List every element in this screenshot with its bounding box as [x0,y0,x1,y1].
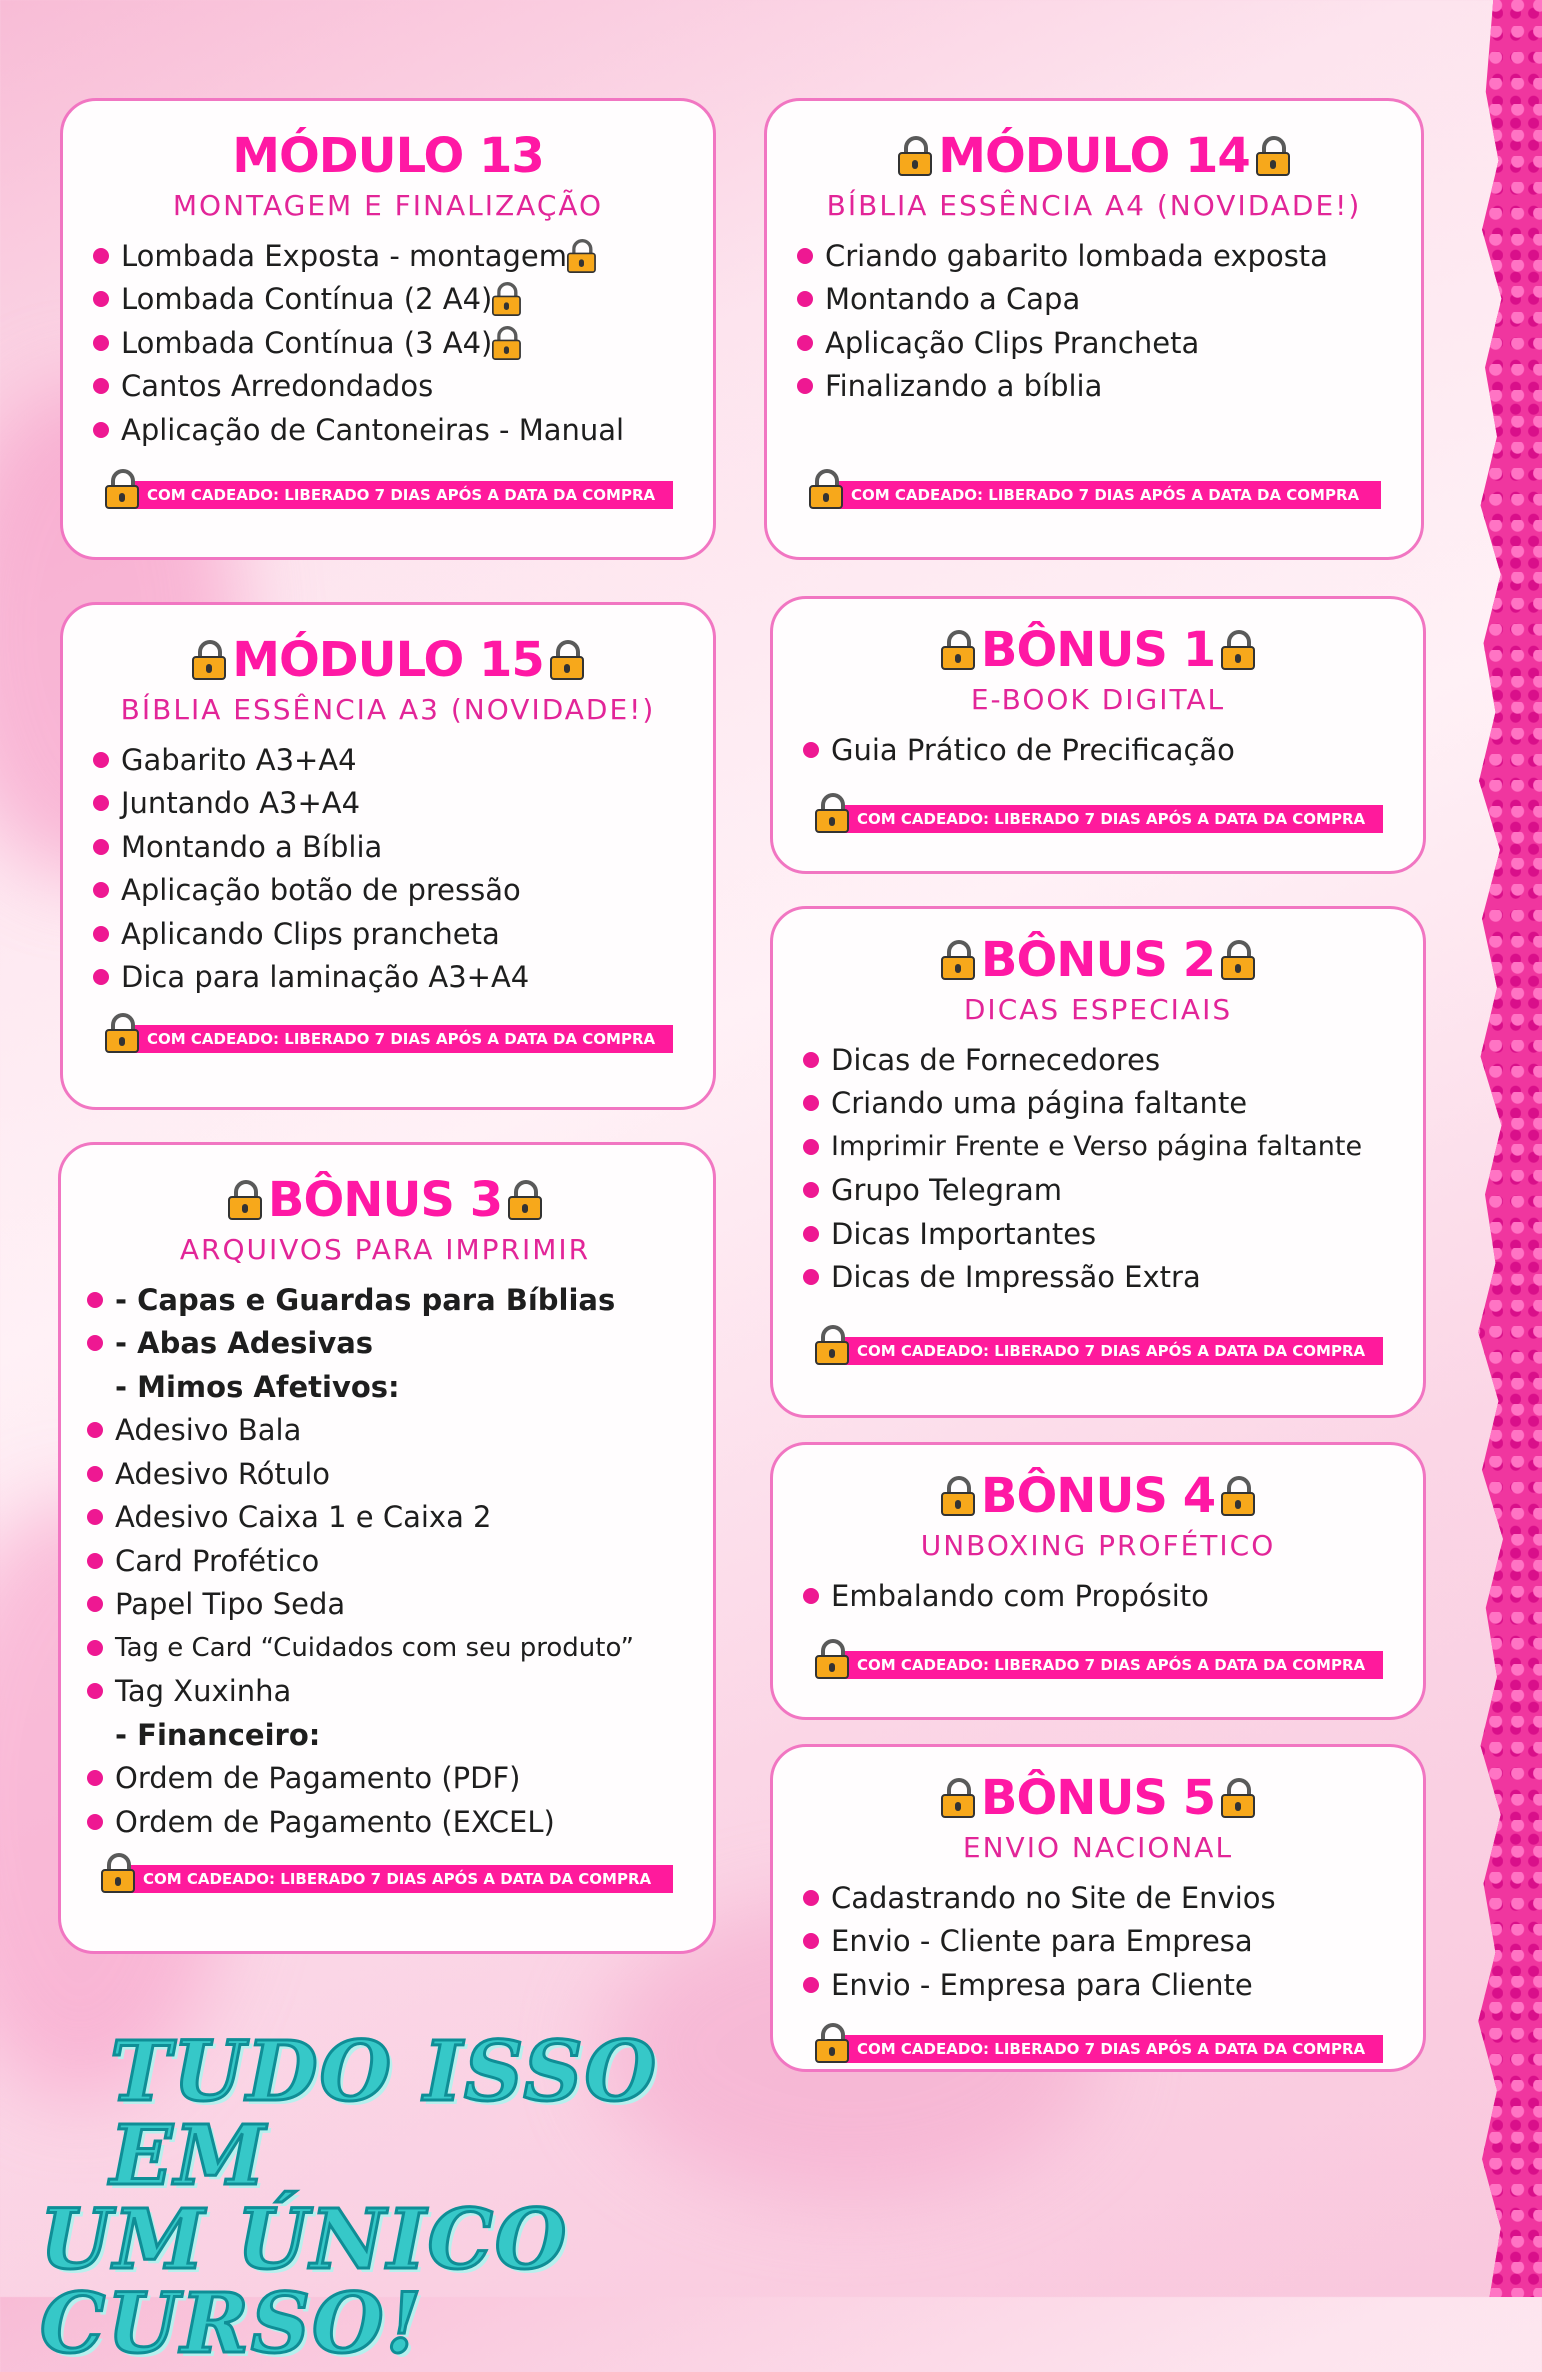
card-subtitle: DICAS ESPECIAIS [963,993,1233,1026]
card-title: MÓDULO 15 [232,632,544,688]
lock-banner: COM CADEADO: LIBERADO 7 DIAS APÓS A DATA DA COMPRA [839,481,1381,509]
list-item: Aplicação Clips Prancheta [797,321,1391,365]
card-bonus-3 [58,1142,716,1954]
bullet-icon [87,1509,103,1525]
list-item: Ordem de Pagamento (PDF) [87,1757,683,1801]
card-title: BÔNUS 3 [267,1172,503,1228]
list-item: Dicas de Fornecedores [803,1038,1393,1082]
bullet-icon [803,1139,819,1155]
list-item: Finalizando a bíblia [797,365,1391,409]
list-item: Adesivo Bala [87,1409,683,1453]
item-list [803,728,1393,772]
lock-icon [1221,630,1255,670]
list-item: Gabarito A3+A4 [93,738,683,782]
lock-notice [101,1853,673,1893]
card-subtitle: UNBOXING PROFÉTICO [920,1529,1276,1562]
lock-banner: COM CADEADO: LIBERADO 7 DIAS APÓS A DATA DA COMPRA [135,481,673,509]
lock-banner: COM CADEADO: LIBERADO 7 DIAS APÓS A DATA DA COMPRA [135,1025,673,1053]
bullet-icon [93,248,109,264]
item-list [803,1574,1393,1618]
bullet-icon [93,926,109,942]
card-bonus-2 [770,906,1426,1418]
bullet-icon [797,335,813,351]
list-item: Aplicação de Cantoneiras - Manual [93,408,683,452]
bullet-icon [803,1933,819,1949]
lock-icon [192,640,226,680]
lock-icon [898,136,932,176]
list-item: Aplicando Clips prancheta [93,912,683,956]
card-subtitle: BÍBLIA ESSÊNCIA A3 (NOVIDADE!) [120,693,656,726]
bullet-icon [93,422,109,438]
bullet-icon [803,1182,819,1198]
lock-notice [815,793,1383,833]
bullet-icon [797,378,813,394]
lock-icon [1221,1476,1255,1516]
lock-icon [1221,1778,1255,1818]
card-subtitle: BÍBLIA ESSÊNCIA A4 (NOVIDADE!) [826,189,1362,222]
card-title: BÔNUS 2 [980,932,1216,988]
item-list [93,738,683,999]
lock-notice [809,469,1381,509]
bullet-icon [87,1814,103,1830]
lock-banner: COM CADEADO: LIBERADO 7 DIAS APÓS A DATA DA COMPRA [845,805,1383,833]
bullet-icon [93,335,109,351]
bullet-icon [93,882,109,898]
lock-icon [567,239,596,273]
list-item: Envio - Cliente para Empresa [803,1920,1393,1964]
lock-notice [815,1325,1383,1365]
lock-icon [815,793,849,833]
bullet-icon [803,1226,819,1242]
lock-banner: COM CADEADO: LIBERADO 7 DIAS APÓS A DATA DA COMPRA [845,1651,1383,1679]
bullet-icon [803,1588,819,1604]
headline [40,2024,840,2372]
list-item: Dicas de Impressão Extra [803,1256,1393,1300]
list-item: Lombada Exposta - montagem [93,234,683,278]
lock-icon [815,1639,849,1679]
list-item: Grupo Telegram [803,1169,1393,1213]
card-modulo-14 [764,98,1424,560]
list-item: Adesivo Caixa 1 e Caixa 2 [87,1496,683,1540]
list-item: Papel Tipo Seda [87,1583,683,1627]
list-item: Montando a Bíblia [93,825,683,869]
lock-banner: COM CADEADO: LIBERADO 7 DIAS APÓS A DATA DA COMPRA [845,1337,1383,1365]
item-list [803,1038,1393,1299]
lock-icon [815,1325,849,1365]
card-subtitle: ARQUIVOS PARA IMPRIMIR [179,1233,591,1266]
bullet-icon [87,1466,103,1482]
card-subtitle: ENVIO NACIONAL [962,1831,1234,1864]
lock-icon [492,326,521,360]
list-item: Adesivo Rótulo [87,1452,683,1496]
bullet-icon [803,1052,819,1068]
bullet-icon [93,752,109,768]
bullet-icon [797,248,813,264]
bullet-icon [93,378,109,394]
list-item: - Financeiro: [115,1717,321,1752]
bullet-icon [93,839,109,855]
bullet-icon [87,1640,103,1656]
bullet-icon [93,291,109,307]
lock-icon [941,1476,975,1516]
card-title: BÔNUS 1 [980,622,1216,678]
bullet-icon [87,1770,103,1786]
lock-icon [508,1180,542,1220]
bullet-icon [87,1422,103,1438]
bullet-icon [87,1596,103,1612]
list-item: - Abas Adesivas [87,1322,683,1366]
bullet-icon [803,1977,819,1993]
list-item: Montando a Capa [797,278,1391,322]
bullet-icon [93,795,109,811]
lock-icon [941,1778,975,1818]
card-title: BÔNUS 4 [980,1468,1216,1524]
card-subtitle: E-BOOK DIGITAL [970,683,1226,716]
lock-icon [228,1180,262,1220]
lock-icon [492,282,521,316]
lock-banner: COM CADEADO: LIBERADO 7 DIAS APÓS A DATA DA COMPRA [131,1865,673,1893]
list-item: Aplicação botão de pressão [93,869,683,913]
list-item: Guia Prático de Precificação [803,728,1393,772]
item-list [803,1876,1393,2007]
lock-icon [550,640,584,680]
torn-paper-edge [1467,0,1542,2297]
lock-icon [815,2023,849,2063]
bullet-icon [803,1269,819,1285]
list-item: Lombada Contínua (3 A4) [93,321,683,365]
list-item: Embalando com Propósito [803,1574,1393,1618]
list-item: Juntando A3+A4 [93,782,683,826]
list-item: Criando gabarito lombada exposta [797,234,1391,278]
bullet-icon [803,1890,819,1906]
list-item: Card Profético [87,1539,683,1583]
list-item: Tag Xuxinha [87,1670,683,1714]
bullet-icon [803,742,819,758]
card-bonus-1 [770,596,1426,874]
card-title: MÓDULO 14 [938,128,1250,184]
lock-icon [941,940,975,980]
list-item: Lombada Contínua (2 A4) [93,278,683,322]
card-bonus-5 [770,1744,1426,2072]
item-list [93,234,683,452]
card-title: BÔNUS 5 [980,1770,1216,1826]
bullet-icon [803,1095,819,1111]
lock-notice [105,1013,673,1053]
list-item: Cantos Arredondados [93,365,683,409]
lock-notice [815,1639,1383,1679]
lock-icon [1221,940,1255,980]
list-item: Criando uma página faltante [803,1082,1393,1126]
bullet-icon [87,1683,103,1699]
lock-icon [105,1013,139,1053]
list-item: Tag e Card “Cuidados com seu produto” [87,1626,683,1670]
card-subtitle: MONTAGEM E FINALIZAÇÃO [172,189,604,222]
card-title: MÓDULO 13 [232,128,544,184]
card-modulo-15 [60,602,716,1110]
headline-line-2: UM ÚNICO CURSO! [40,2192,569,2372]
list-item: Ordem de Pagamento (EXCEL) [87,1800,683,1844]
list-item: Imprimir Frente e Verso página faltante [803,1125,1393,1169]
lock-banner: COM CADEADO: LIBERADO 7 DIAS APÓS A DATA DA COMPRA [845,2035,1383,2063]
list-item: - Capas e Guardas para Bíblias [87,1278,683,1322]
item-list [797,234,1391,408]
bullet-icon [87,1335,103,1351]
lock-notice [105,469,673,509]
lock-notice [815,2023,1383,2063]
list-item: - Mimos Afetivos: [115,1369,400,1404]
list-item: Dicas Importantes [803,1212,1393,1256]
lock-icon [101,1853,135,1893]
card-modulo-13 [60,98,716,560]
headline-line-1: TUDO ISSO EM [110,2024,659,2204]
bullet-icon [87,1292,103,1308]
list-item: Envio - Empresa para Cliente [803,1963,1393,2007]
item-list [87,1278,683,1844]
lock-icon [105,469,139,509]
bullet-icon [93,969,109,985]
list-item: Dica para laminação A3+A4 [93,956,683,1000]
lock-icon [941,630,975,670]
lock-icon [809,469,843,509]
bullet-icon [87,1553,103,1569]
card-bonus-4 [770,1442,1426,1720]
lock-icon [1256,136,1290,176]
list-item: Cadastrando no Site de Envios [803,1876,1393,1920]
bullet-icon [797,291,813,307]
